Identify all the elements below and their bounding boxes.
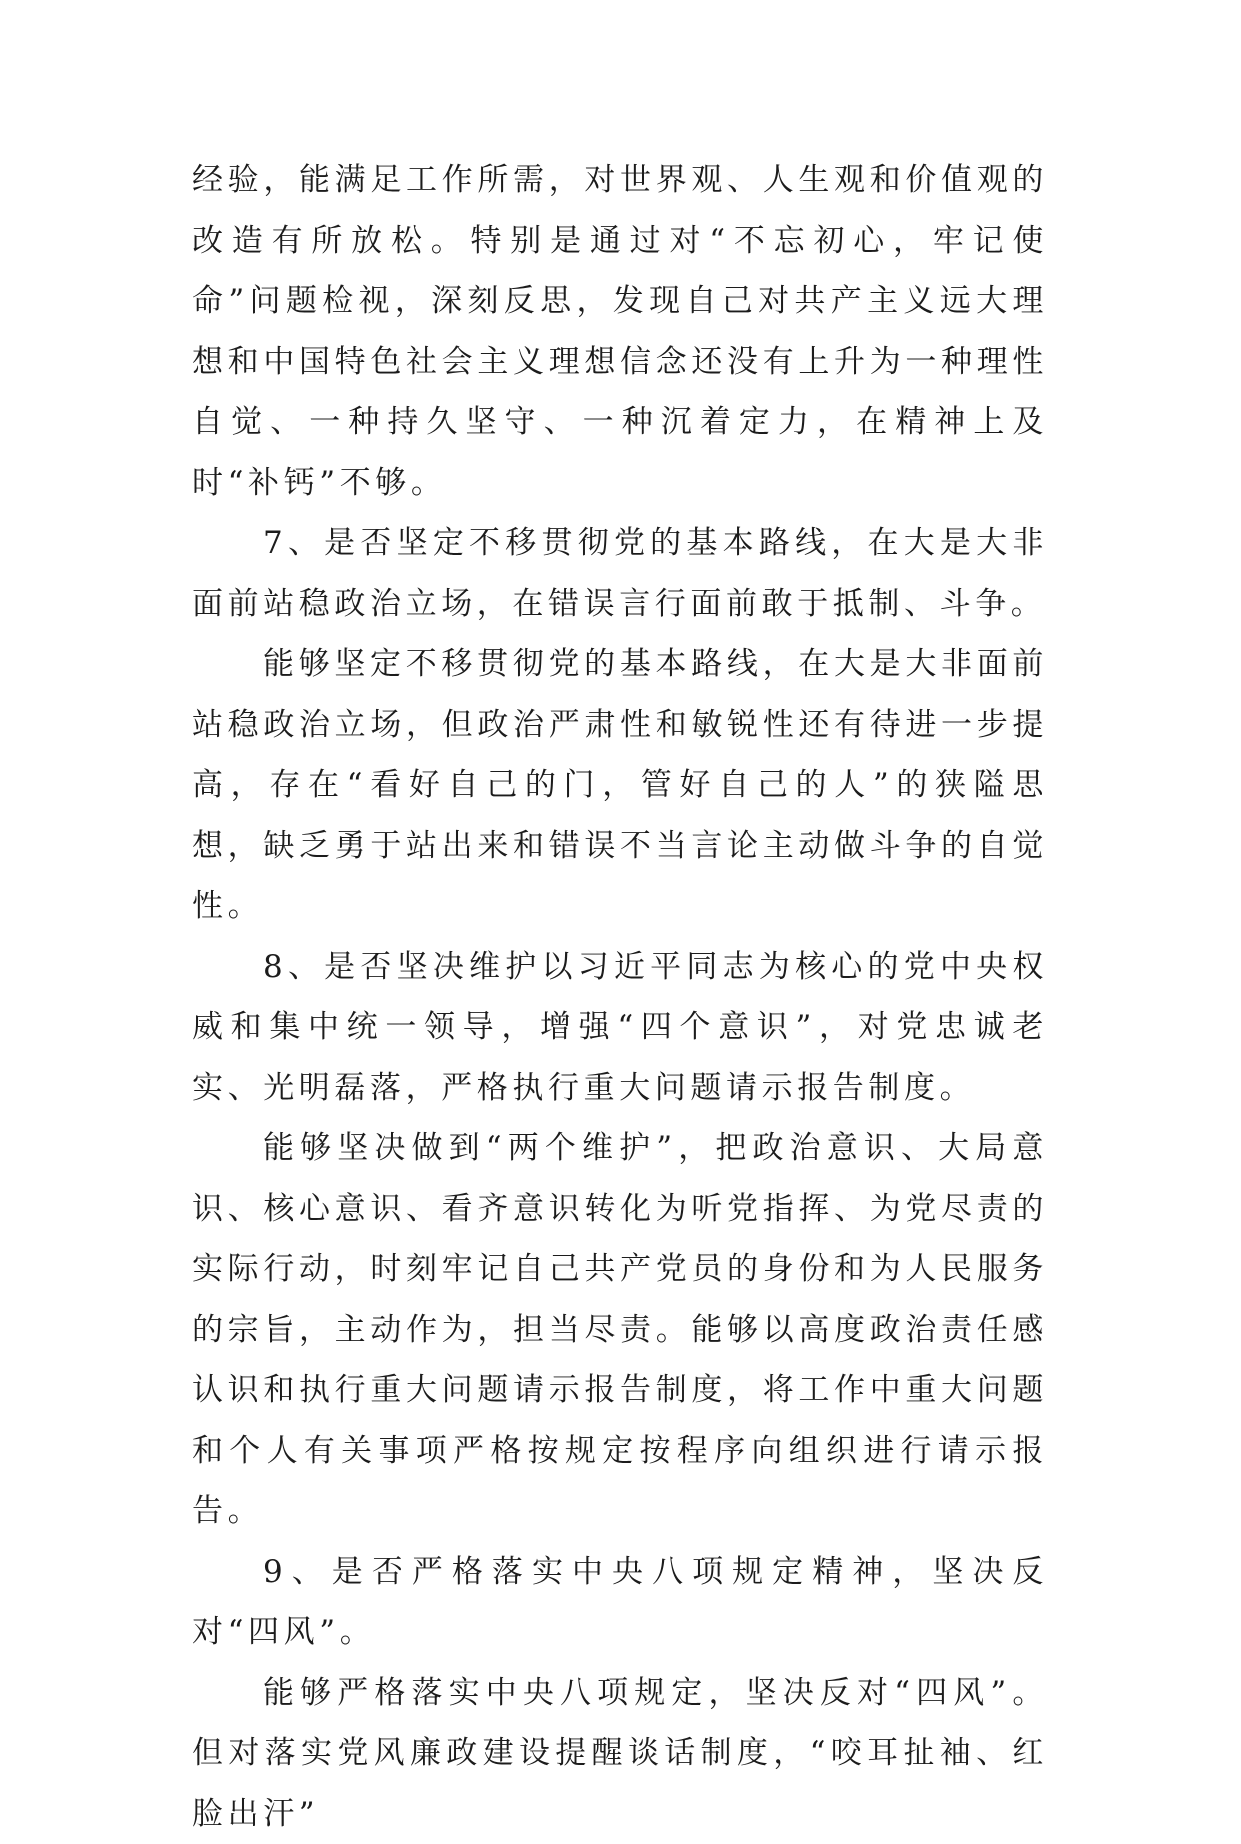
question-9-eight-regulations: 9、是否严格落实中央八项规定精神，坚决反对“四风”。 [192, 1542, 1048, 1663]
answer-9-eight-regulations: 能够严格落实中央八项规定，坚决反对“四风”。但对落实党风廉政建设提醒谈话制度，“咬耳扯袖、红脸出汗” [192, 1663, 1048, 1844]
answer-7-political-stance: 能够坚定不移贯彻党的基本路线，在大是大非面前站稳政治立场，但政治严肃性和敏锐性还有待进一步提高，存在“看好自己的门，管好自己的人”的狭隘思想，缺乏勇于站出来和错误不当言论主动做斗争的自觉性。 [192, 634, 1048, 937]
answer-8-central-authority: 能够坚决做到“两个维护”，把政治意识、大局意识、核心意识、看齐意识转化为听党指挥、为党尽责的实际行动，时刻牢记自己共产党员的身份和为人民服务的宗旨，主动作为，担当尽责。能够以高度政治责任感认识和执行重大问题请示报告制度，将工作中重大问题和个人有关事项严格按规定按程序向组织进行请示报告。 [192, 1118, 1048, 1542]
question-8-central-authority: 8、是否坚决维护以习近平同志为核心的党中央权威和集中统一领导，增强“四个意识”，对党忠诚老实、光明磊落，严格执行重大问题请示报告制度。 [192, 937, 1048, 1119]
paragraph-worldview-reflection: 经验，能满足工作所需，对世界观、人生观和价值观的改造有所放松。特别是通过对“不忘初心，牢记使命”问题检视，深刻反思，发现自己对共产主义远大理想和中国特色社会主义理想信念还没有上升为一种理性自觉、一种持久坚守、一种沉着定力，在精神上及时“补钙”不够。 [192, 150, 1048, 513]
document-body [192, 150, 1048, 1844]
question-7-political-stance: 7、是否坚定不移贯彻党的基本路线，在大是大非面前站稳政治立场，在错误言行面前敢于抵制、斗争。 [192, 513, 1048, 634]
